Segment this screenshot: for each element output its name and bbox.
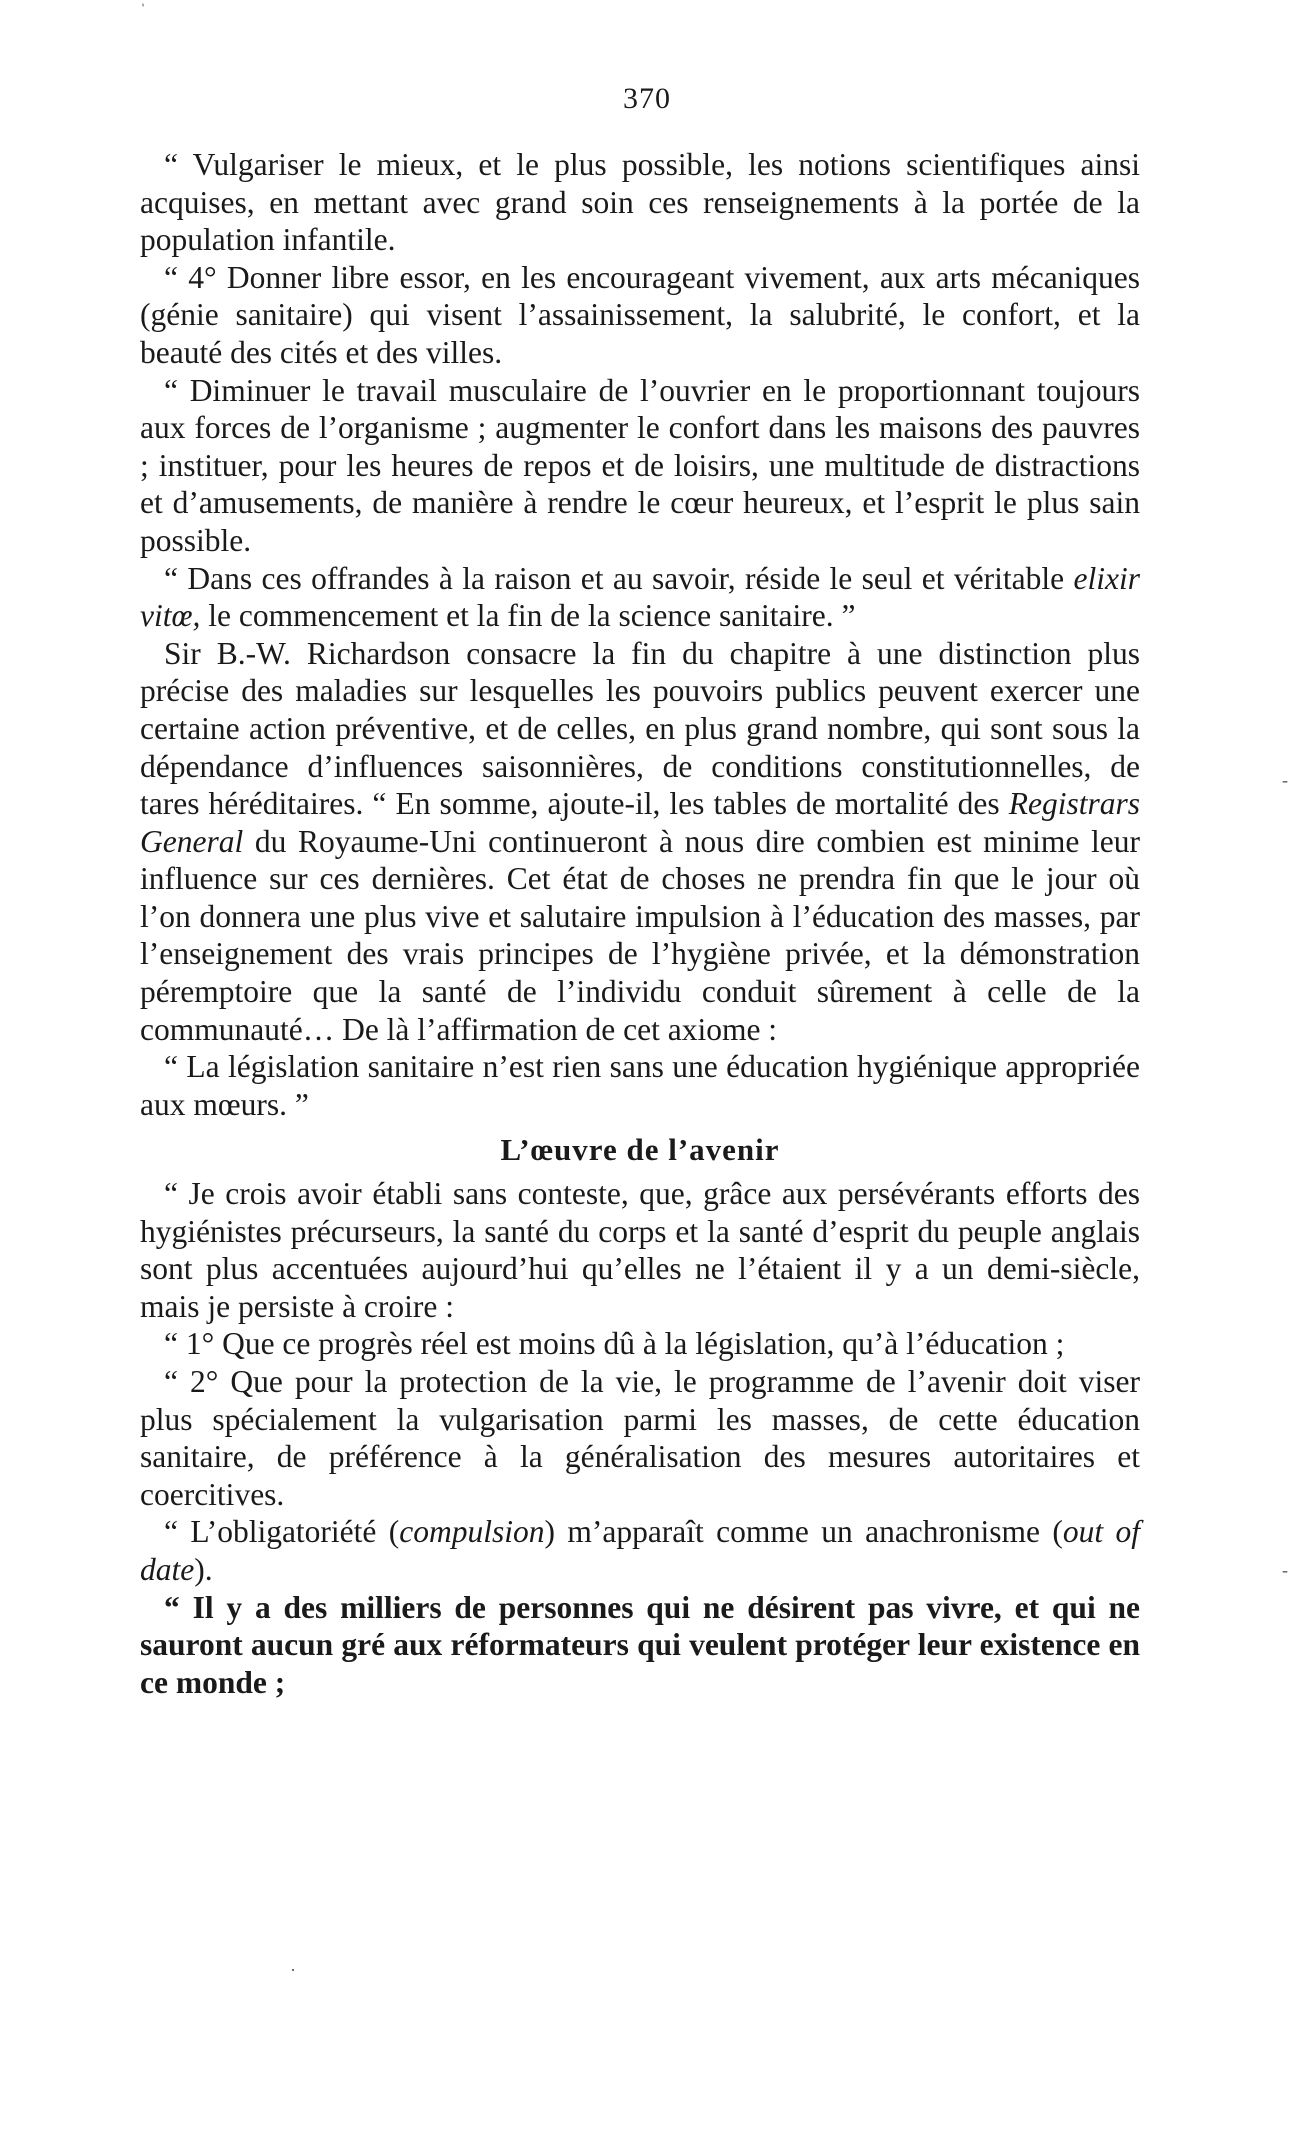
paragraph: “ Il y a des milliers de personnes qui ne désirent pas vivre, et qui ne sauront aucun gré aux réformateurs qui veulent protéger leur existence en ce monde ; [140, 1589, 1141, 1700]
scan-speck: ˈ [140, 0, 146, 20]
paragraph: “ 2° Que pour la protection de la vie, le programme de l’avenir doit viser plus spécialement la vulgarisation parmi les masses, de cette éducation sanitaire, de préférence à la généralisation des mesures autoritaires et coercitives. [140, 1364, 1141, 1512]
section-heading: L’œuvre de l’avenir [500, 1132, 780, 1168]
paragraph: “ L’obligatoriété (compulsion) m’apparaît comme un anachronisme (out of date). [140, 1514, 1140, 1587]
italic-phrase: Registrars General [140, 786, 1140, 859]
italic-phrase: compulsion [399, 1514, 545, 1550]
scan-speck: · [290, 1960, 296, 1980]
page-body [140, 146, 1140, 1701]
scan-speck: - [1282, 1560, 1288, 1580]
scan-speck: - [1282, 770, 1288, 790]
italic-phrase: elixir vitœ, [140, 560, 1140, 634]
page-number: 370 [623, 82, 671, 115]
paragraph: “ 1° Que ce progrès réel est moins dû à la législation, qu’à l’éducation ; [164, 1326, 1065, 1362]
paragraph: “ Vulgariser le mieux, et le plus possible, les notions scientifiques ainsi acquises, en mettant avec grand soin ces renseignements à la portée de la population infantile. [140, 147, 1140, 258]
paragraph: “ Je crois avoir établi sans conteste, que, grâce aux persévérants efforts des hygiénistes précurseurs, la santé du corps et la santé d’esprit du peuple anglais sont plus accentuées aujourd’hui qu’elles ne l’étaient il y a un demi-siècle, mais je persiste à croire : [140, 1176, 1140, 1324]
paragraph: “ La législation sanitaire n’est rien sans une éducation hygiénique appropriée aux mœurs. ” [140, 1049, 1141, 1122]
paragraph: “ 4° Donner libre essor, en les encourageant vivement, aux arts mécaniques (génie sanitaire) qui visent l’assainissement, la salubrité, le confort, et la beauté des cités et des villes. [140, 259, 1140, 370]
paragraph: Sir B.-W. Richardson consacre la fin du chapitre à une distinction plus précise des maladies sur lesquelles les pouvoirs publics peuvent exercer une certaine action préventive, et de celles, en plus grand nombre, qui sont sous la dépendance d’influences saisonnières, de conditions constitutionnelles, de tares héréditaires. “ En somme, ajoute-il, les tables de mortalité des Registrars General du Royaume-Uni continueront à nous dire combien est minime leur influence sur ces dernières. Cet état de choses ne prendra fin que le jour où l’on donnera une plus vive et salutaire impulsion à l’éducation des masses, par l’enseignement des vrais principes de l’hygiène privée, et la démonstration péremptoire que la santé de l’individu conduit sûrement à celle de la communauté… De là l’affirmation de cet axiome : [140, 635, 1140, 1047]
paragraph: “ Dans ces offrandes à la raison et au savoir, réside le seul et véritable elixir vitœ, le commencement et la fin de la science sanitaire. ” [140, 560, 1140, 634]
paragraph: “ Diminuer le travail musculaire de l’ouvrier en le proportionnant toujours aux forces de l’organisme ; augmenter le confort dans les maisons des pauvres ; instituer, pour les heures de repos et de loisirs, une multitude de distractions et d’amusements, de manière à rendre le cœur heureux, et l’esprit le plus sain possible. [140, 372, 1140, 558]
italic-phrase: out of date [140, 1514, 1140, 1587]
